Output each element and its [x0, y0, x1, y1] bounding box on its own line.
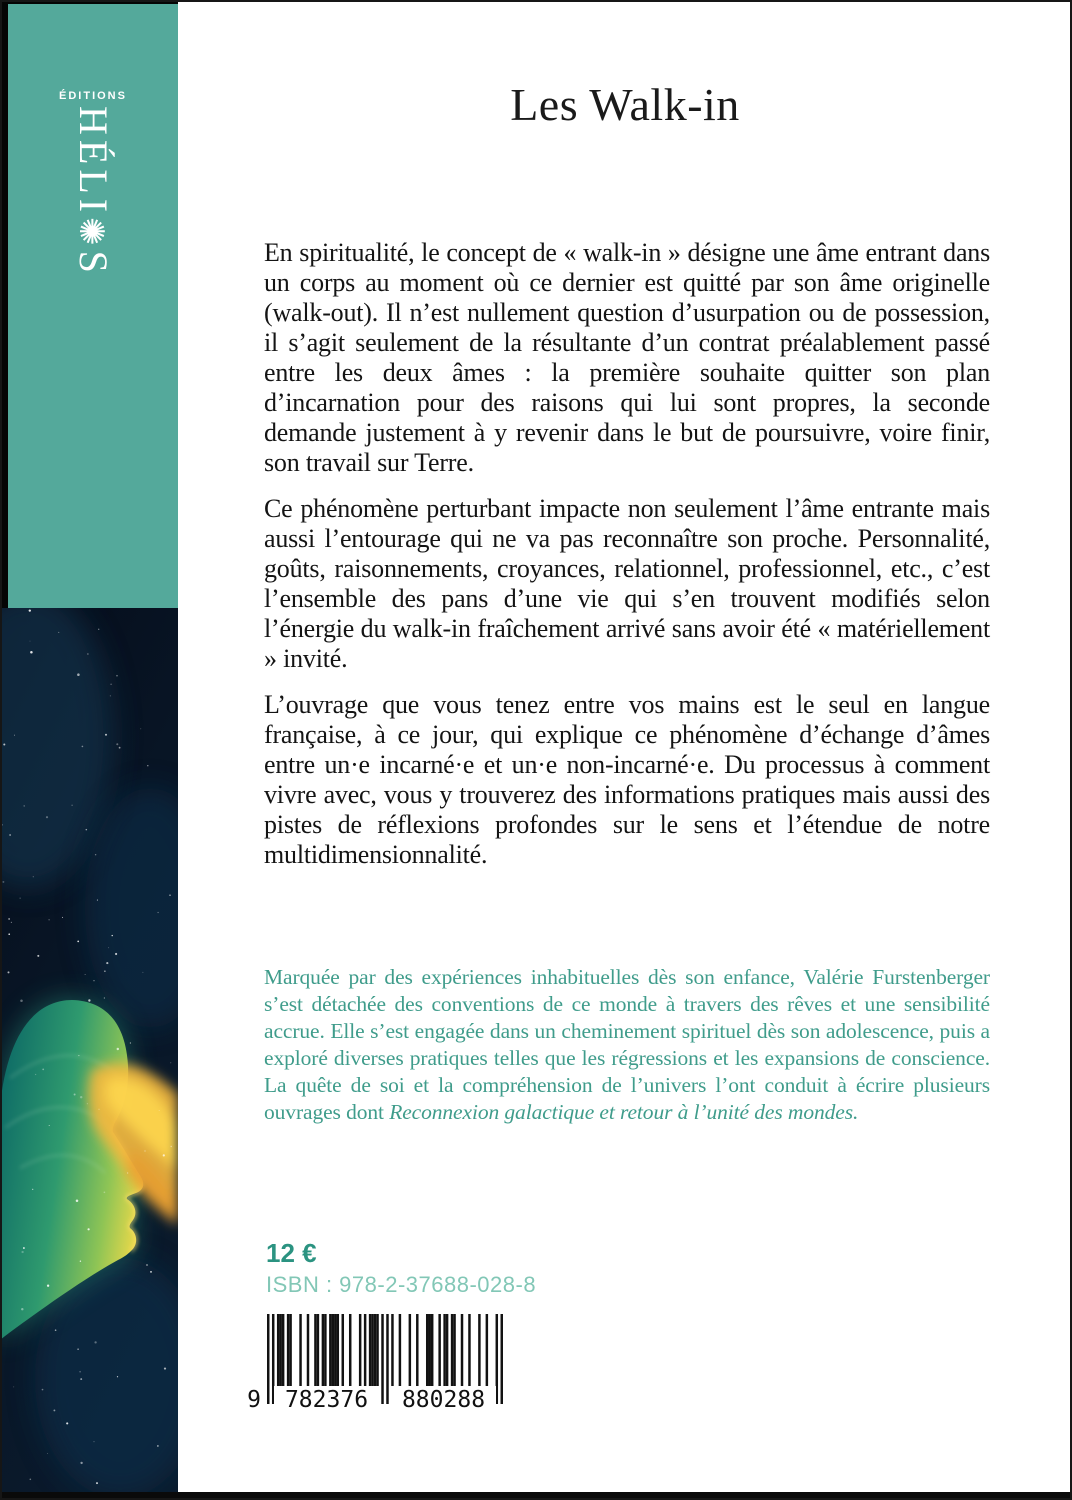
blurb-paragraph-1: En spiritualité, le concept de « walk-in » désigne une âme entrant dans un corps au moment où ce dernier est quitté par son âme originelle (walk-out). Il n’est nullement question d’usurpation ou de possession, il s’agit seulement de la résultante d’un contrat préalablement passé entre les deux âmes : la première souhaite quitter son plan d’incarnation pour des raisons qui lui sont propres, la seconde demande justement à y revenir dans le but de poursuivre, voire finir, son travail sur Terre.: [264, 238, 990, 477]
book-title: Les Walk-in: [510, 79, 740, 130]
publisher-spine-panel: [8, 4, 178, 608]
bottom-edge-strip: [0, 1492, 1072, 1500]
cosmic-face-image: [0, 608, 178, 1492]
publisher-logo: [71, 106, 116, 278]
author-bio: [264, 964, 990, 1126]
blurb: [264, 238, 990, 886]
publisher-logo-text-start: HÉLI: [71, 106, 116, 218]
author-bio-text: Marquée par des expériences inhabituelles dès son enfance, Valérie Furstenberger s’est détachée des conventions de ce monde à travers des rêves et une sensibilité accrue. Elle s’est engagée dans un cheminement spirituel dès son adolescence, puis a exploré diverses pratiques telles que les régressions et les expansions de conscience. La quête de soi et la compréhension de l’univers l’ont conduit à écrire plusieurs ouvrages dont: [264, 965, 990, 1124]
spine-column: [0, 0, 178, 1500]
barcode-digit-group-right: 880288: [391, 1386, 496, 1414]
sun-icon: ✺: [71, 217, 111, 251]
barcode-digit-first: 9: [242, 1386, 266, 1414]
barcode-digit-group-left: 782376: [274, 1386, 379, 1414]
isbn-text: ISBN : 978-2-37688-028-8: [266, 1272, 537, 1297]
blurb-paragraph-2: Ce phénomène perturbant impacte non seulement l’âme entrante mais aussi l’entourage qui ne va pas reconnaître son proche. Personnalité, goûts, raisonnements, croyances, relationnel, professionnel, etc., c’est l’ensemble des pans d’une vie qui s’en trouvent modifiés selon l’énergie du walk-in fraîchement arrivé sans avoir été « matériellement » invité.: [264, 494, 990, 673]
publisher-logo-text-end: S: [71, 250, 116, 278]
price: 12 €: [266, 1238, 317, 1268]
blurb-paragraph-3: L’ouvrage que vous tenez entre vos mains est le seul en langue française, à ce jour, qui explique ce phénomène d’échange d’âmes entre un·e incarné·e et un·e non-incarné·e. Du processus à comment vivre avec, vous y trouverez des informations pratiques mais aussi des pistes de réflexions profondes sur le sens et l’étendue de notre multidimensionnalité.: [264, 690, 990, 869]
barcode: [245, 1312, 515, 1418]
editions-label: ÉDITIONS: [59, 90, 127, 102]
author-bio-book-title: Reconnexion galactique et retour à l’unité des mondes.: [389, 1100, 859, 1124]
